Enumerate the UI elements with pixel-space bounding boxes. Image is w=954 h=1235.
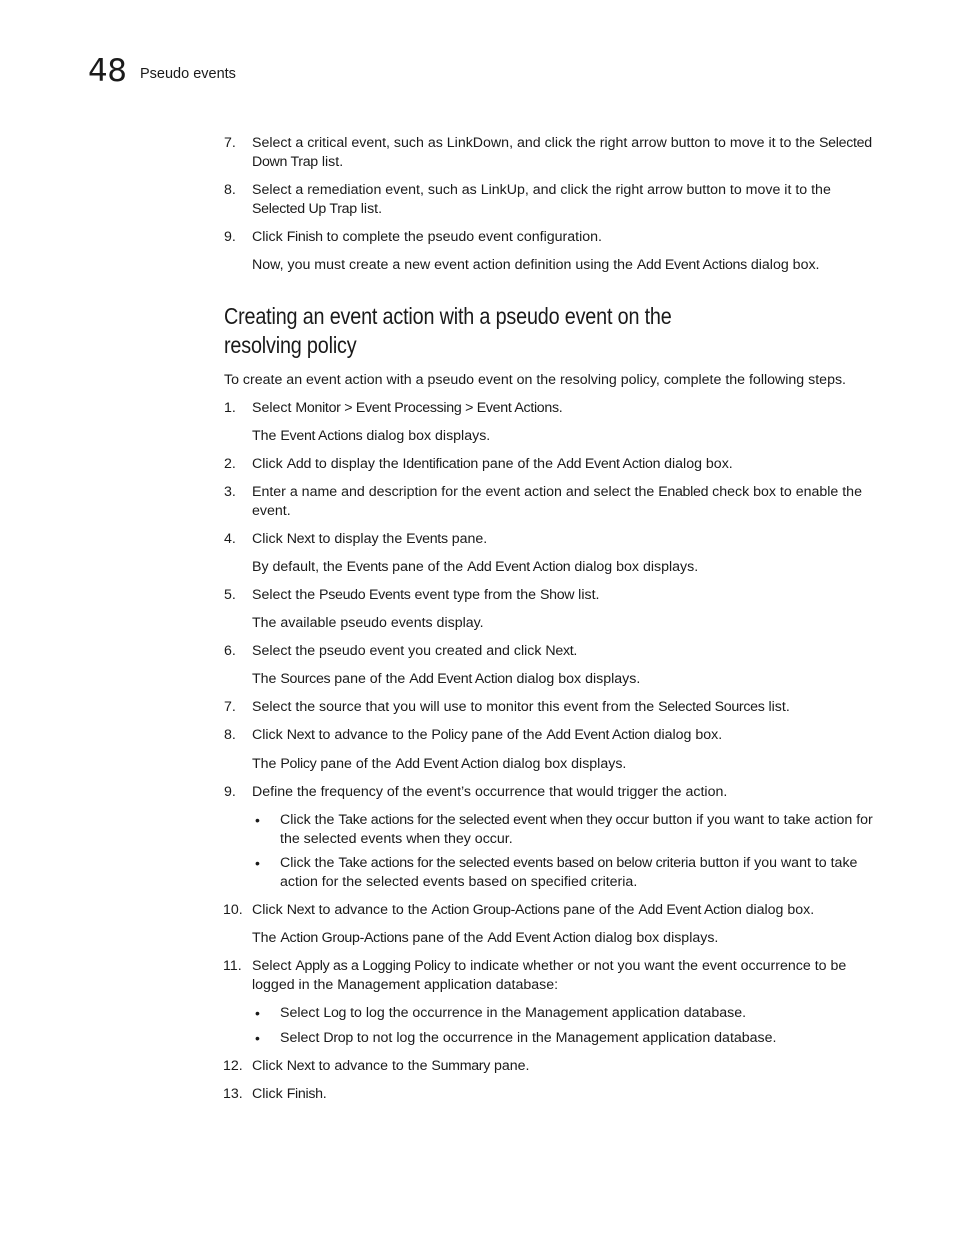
step-number: 10.: [223, 902, 243, 918]
step-text: [252, 901, 874, 920]
text-run: Click: [252, 1086, 287, 1102]
step-number: 9.: [224, 229, 236, 245]
ui-term: Monitor > Event Processing > Event Actions: [295, 400, 559, 416]
ui-term: Events: [406, 531, 448, 547]
step-text: [252, 698, 874, 717]
text-run: list.: [317, 154, 344, 170]
text-run: pane of the: [388, 559, 468, 575]
text-run: The: [252, 756, 281, 772]
text-run: pane of the: [478, 456, 557, 472]
ui-term: Summary: [431, 1058, 491, 1074]
ui-term: Take actions for the selected event when they occur: [338, 812, 649, 828]
step-text: [252, 530, 874, 549]
text-run: .: [573, 643, 578, 659]
ui-term: Log: [323, 1005, 347, 1021]
bullet-text: [280, 854, 874, 892]
text-run: to advance to the: [314, 1058, 432, 1074]
section-intro: To create an event action with a pseudo event on the resolving policy, complete the following steps.: [224, 372, 846, 388]
heading-line: resolving policy: [224, 332, 357, 358]
step-number: 3.: [224, 484, 236, 500]
ui-term: Add Event Action: [487, 930, 591, 946]
step-number: 7.: [224, 135, 236, 151]
ui-term: Next: [286, 902, 315, 918]
bullet-glyph: •: [255, 1030, 260, 1046]
step-text: [252, 957, 874, 995]
ui-term: Policy: [431, 727, 468, 743]
ui-term: Show: [539, 587, 575, 603]
ui-term: Next: [545, 643, 574, 659]
ui-term: Add Event Action: [395, 756, 499, 772]
step-text: [252, 181, 874, 219]
ui-term: Pseudo Events: [319, 587, 411, 603]
step-text: [252, 455, 874, 474]
text-run: list.: [574, 587, 600, 603]
note-text: [252, 670, 874, 689]
chapter-number: 48: [88, 53, 127, 89]
ui-term: Add Event Action: [556, 456, 661, 472]
text-run: The: [252, 671, 281, 687]
ui-term: Add Event Action: [638, 902, 742, 918]
text-run: dialog box displays.: [590, 930, 719, 946]
note-text: [252, 929, 874, 948]
text-run: pane of the: [316, 756, 396, 772]
step-number: 8.: [224, 727, 236, 743]
note-text: [252, 755, 874, 774]
step-text: [252, 1085, 874, 1104]
bullet-text: [280, 1029, 874, 1048]
bullet-text: [280, 811, 874, 849]
text-run: dialog box displays.: [512, 671, 641, 687]
text-run: dialog box.: [746, 257, 820, 273]
text-run: to display the: [311, 456, 403, 472]
text-run: pane of the: [467, 727, 547, 743]
text-run: Click: [252, 456, 287, 472]
text-run: dialog box displays.: [570, 559, 699, 575]
note-text: The available pseudo events display.: [252, 615, 484, 631]
ui-term: Add Event Action: [409, 671, 513, 687]
text-run: Select the: [252, 587, 320, 603]
ui-term: Add Event Actions: [636, 257, 747, 273]
step-number: 6.: [224, 643, 236, 659]
text-run: to advance to the: [314, 727, 432, 743]
step-text: [252, 1057, 874, 1076]
text-run: to not log the occurrence in the Management application database.: [352, 1030, 777, 1046]
text-run: list.: [356, 201, 383, 217]
text-run: Click the: [280, 855, 339, 871]
text-run: By default, the: [252, 559, 347, 575]
text-run: to display the: [314, 531, 407, 547]
ui-term: Identification: [402, 456, 479, 472]
text-run: pane of the: [408, 930, 488, 946]
text-run: Click: [252, 229, 287, 245]
text-run: pane of the: [559, 902, 639, 918]
ui-term: Take actions for the selected events based on below criteria: [338, 855, 696, 871]
ui-term: Selected Down Trap: [252, 135, 872, 170]
ui-term: Policy: [280, 756, 317, 772]
step-text: [252, 228, 874, 247]
step-text: [252, 586, 874, 605]
text-run: Now, you must create a new event action definition using the: [252, 257, 637, 273]
note-text: [252, 256, 874, 275]
text-run: Select the source that you will use to monitor this event from the: [252, 699, 659, 715]
text-run: to log the occurrence in the Management application database.: [346, 1005, 747, 1021]
ui-term: Enabled: [658, 484, 709, 500]
text-run: check box to enable the event.: [252, 484, 862, 519]
text-run: button if you want to take action for the selected events based on specified criteria.: [280, 855, 858, 890]
text-run: .: [558, 400, 563, 416]
text-run: Select: [280, 1030, 324, 1046]
bullet-glyph: •: [255, 812, 260, 828]
step-number: 1.: [224, 400, 236, 416]
ui-term: Events: [346, 559, 389, 575]
step-number: 11.: [223, 958, 242, 974]
step-number: 13.: [223, 1086, 243, 1102]
note-text: [252, 427, 874, 446]
text-run: pane.: [490, 1058, 530, 1074]
ui-term: Add: [286, 456, 312, 472]
chapter-title: Pseudo events: [140, 66, 236, 82]
text-run: to advance to the: [314, 902, 432, 918]
ui-term: Next: [286, 727, 315, 743]
ui-term: Selected Up Trap: [252, 201, 357, 217]
text-run: Click: [252, 902, 287, 918]
step-text: [252, 399, 874, 418]
text-run: Click: [252, 1058, 287, 1074]
step-number: 5.: [224, 587, 236, 603]
ui-term: Action Group-Actions: [280, 930, 409, 946]
ui-term: Next: [286, 1058, 315, 1074]
ui-term: Finish: [286, 229, 323, 245]
text-run: Select a critical event, such as LinkDown, and click the right arrow button to move it to the: [252, 135, 819, 151]
ui-term: Finish: [286, 1086, 323, 1102]
text-run: to indicate whether or not you want the event occurrence to be logged in the Management application database:: [252, 958, 847, 993]
heading-line: Creating an event action with a pseudo event on the: [224, 303, 672, 329]
ui-term: Next: [286, 531, 315, 547]
step-number: 7.: [224, 699, 236, 715]
step-number: 8.: [224, 182, 236, 198]
step-text: [252, 726, 874, 745]
text-run: dialog box.: [649, 727, 723, 743]
text-run: pane of the: [330, 671, 410, 687]
ui-term: Event Actions: [280, 428, 363, 444]
text-run: The: [252, 428, 281, 444]
ui-term: Selected Sources: [658, 699, 765, 715]
step-text: [252, 134, 874, 172]
bullet-text: [280, 1004, 874, 1023]
step-number: 2.: [224, 456, 236, 472]
text-run: dialog box.: [660, 456, 733, 472]
ui-term: Add Event Action: [467, 559, 571, 575]
text-run: .: [322, 1086, 327, 1102]
text-run: dialog box.: [741, 902, 815, 918]
text-run: Enter a name and description for the event action and select the: [252, 484, 659, 500]
text-run: dialog box displays.: [362, 428, 491, 444]
bullet-glyph: •: [255, 855, 260, 871]
text-run: list.: [764, 699, 790, 715]
step-text: [252, 642, 874, 661]
bullet-glyph: •: [255, 1005, 260, 1021]
ui-term: Action Group-Actions: [431, 902, 560, 918]
ui-term: Drop: [323, 1030, 353, 1046]
text-run: Click: [252, 531, 287, 547]
text-run: button if you want to take action for the selected events when they occur.: [280, 812, 873, 847]
section-heading: [224, 302, 706, 360]
step-text: Define the frequency of the event’s occurrence that would trigger the action.: [252, 784, 728, 800]
text-run: Select the pseudo event you created and click: [252, 643, 546, 659]
ui-term: Add Event Action: [546, 727, 650, 743]
step-text: [252, 483, 874, 521]
ui-term: Sources: [280, 671, 331, 687]
step-number: 9.: [224, 784, 236, 800]
text-run: to complete the pseudo event configuration.: [322, 229, 602, 245]
note-text: [252, 558, 874, 577]
text-run: pane.: [447, 531, 488, 547]
text-run: Select: [280, 1005, 324, 1021]
text-run: event type from the: [410, 587, 540, 603]
text-run: Click the: [280, 812, 339, 828]
text-run: Select: [252, 958, 296, 974]
text-run: Select: [252, 400, 296, 416]
ui-term: Apply as a Logging Policy: [295, 958, 451, 974]
step-number: 12.: [223, 1058, 243, 1074]
text-run: Click: [252, 727, 287, 743]
step-number: 4.: [224, 531, 236, 547]
text-run: Select a remediation event, such as LinkUp, and click the right arrow button to move it to the: [252, 182, 831, 198]
text-run: The: [252, 930, 281, 946]
text-run: dialog box displays.: [498, 756, 627, 772]
